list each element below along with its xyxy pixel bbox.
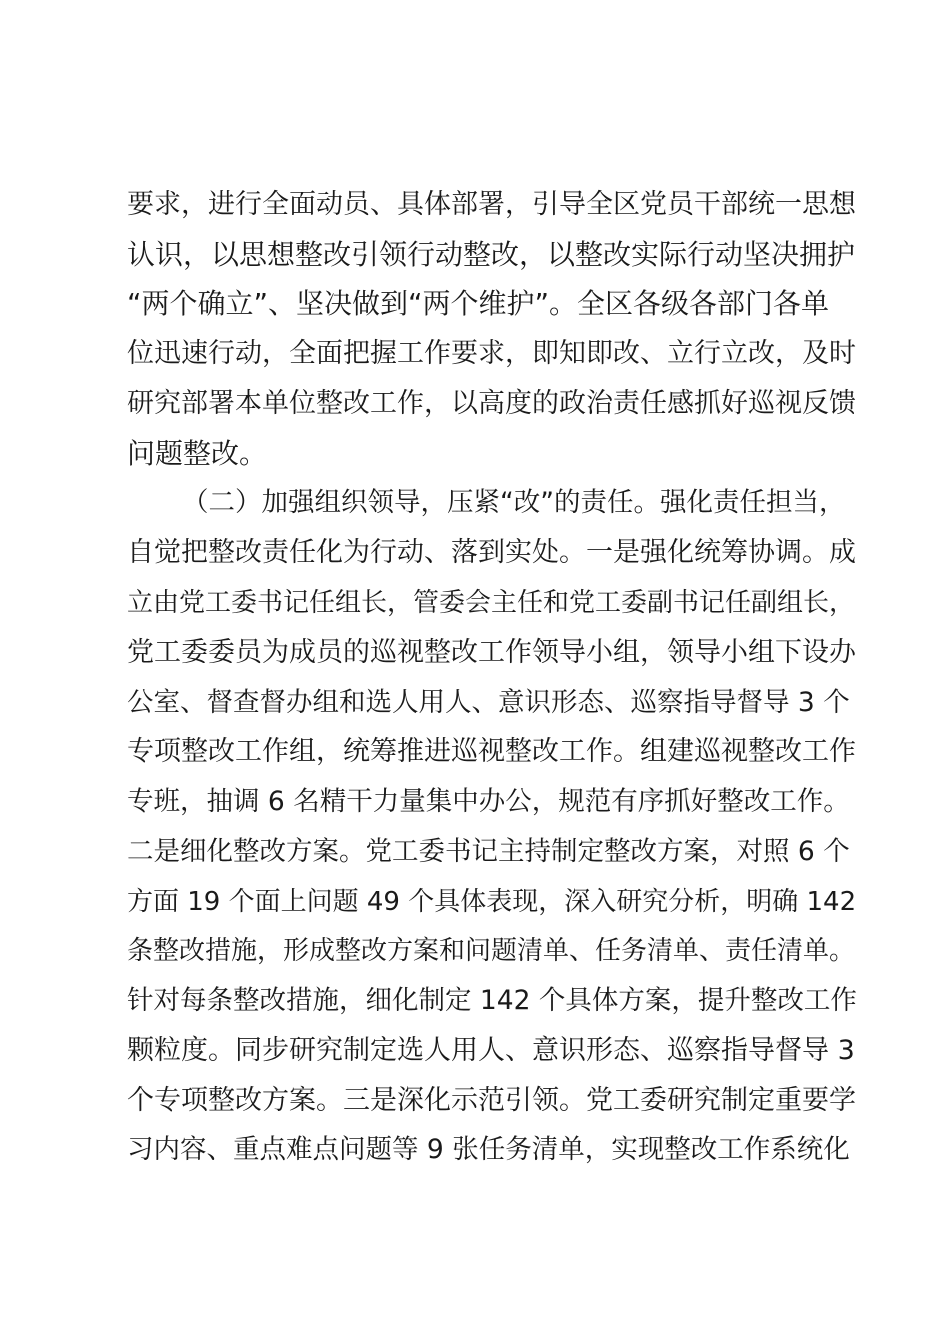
body-text-line: 问题整改。: [127, 437, 268, 470]
body-text-line: 立由党工委书记任组长，管委会主任和党工委副书记任副组长，: [127, 588, 856, 618]
body-text-line: 习内容、重点难点问题等 9 张任务清单，实现整改工作系统化: [127, 1134, 850, 1165]
body-text-line: 颗粒度。同步研究制定选人用人、意识形态、巡察指导督导 3: [127, 1035, 855, 1066]
body-text-line: 个专项整改方案。三是深化示范引领。党工委研究制定重要学: [127, 1085, 856, 1116]
body-text-line: 公室、督查督办组和选人用人、意识形态、巡察指导督导 3 个: [127, 687, 850, 718]
body-text-line: 党工委委员为成员的巡视整改工作领导小组，领导小组下设办: [127, 637, 856, 668]
body-text-line: 方面 19 个面上问题 49 个具体表现，深入研究分析，明确 142: [127, 887, 857, 917]
body-text-line: 研究部署本单位整改工作，以高度的政治责任感抓好巡视反馈: [127, 388, 856, 419]
body-text-line: 专项整改工作组，统筹推进巡视整改工作。组建巡视整改工作: [127, 736, 856, 767]
body-text-line: 自觉把整改责任化为行动、落到实处。一是强化统筹协调。成: [127, 537, 856, 568]
body-text-line: 条整改措施，形成整改方案和问题清单、任务清单、责任清单。: [127, 936, 856, 966]
body-text-line: 位迅速行动，全面把握工作要求，即知即改、立行立改，及时: [127, 338, 856, 369]
body-text-line: 针对每条整改措施，细化制定 142 个具体方案，提升整改工作: [127, 985, 857, 1016]
body-text-line: 二是细化整改方案。党工委书记主持制定整改方案，对照 6 个: [127, 836, 850, 867]
body-text-line: 认识，以思想整改引领行动整改，以整改实际行动坚决拥护: [127, 238, 856, 271]
body-text-line: 专班，抽调 6 名精干力量集中办公，规范有序抓好整改工作。: [127, 786, 850, 817]
body-text-line: 要求，进行全面动员、具体部署，引导全区党员干部统一思想: [127, 189, 856, 220]
body-text-line: “两个确立”、坚决做到“两个维护”。全区各级各部门各单: [127, 287, 830, 320]
section-heading-line: （二）加强组织领导，压紧“改”的责任。强化责任担当，: [182, 487, 846, 518]
